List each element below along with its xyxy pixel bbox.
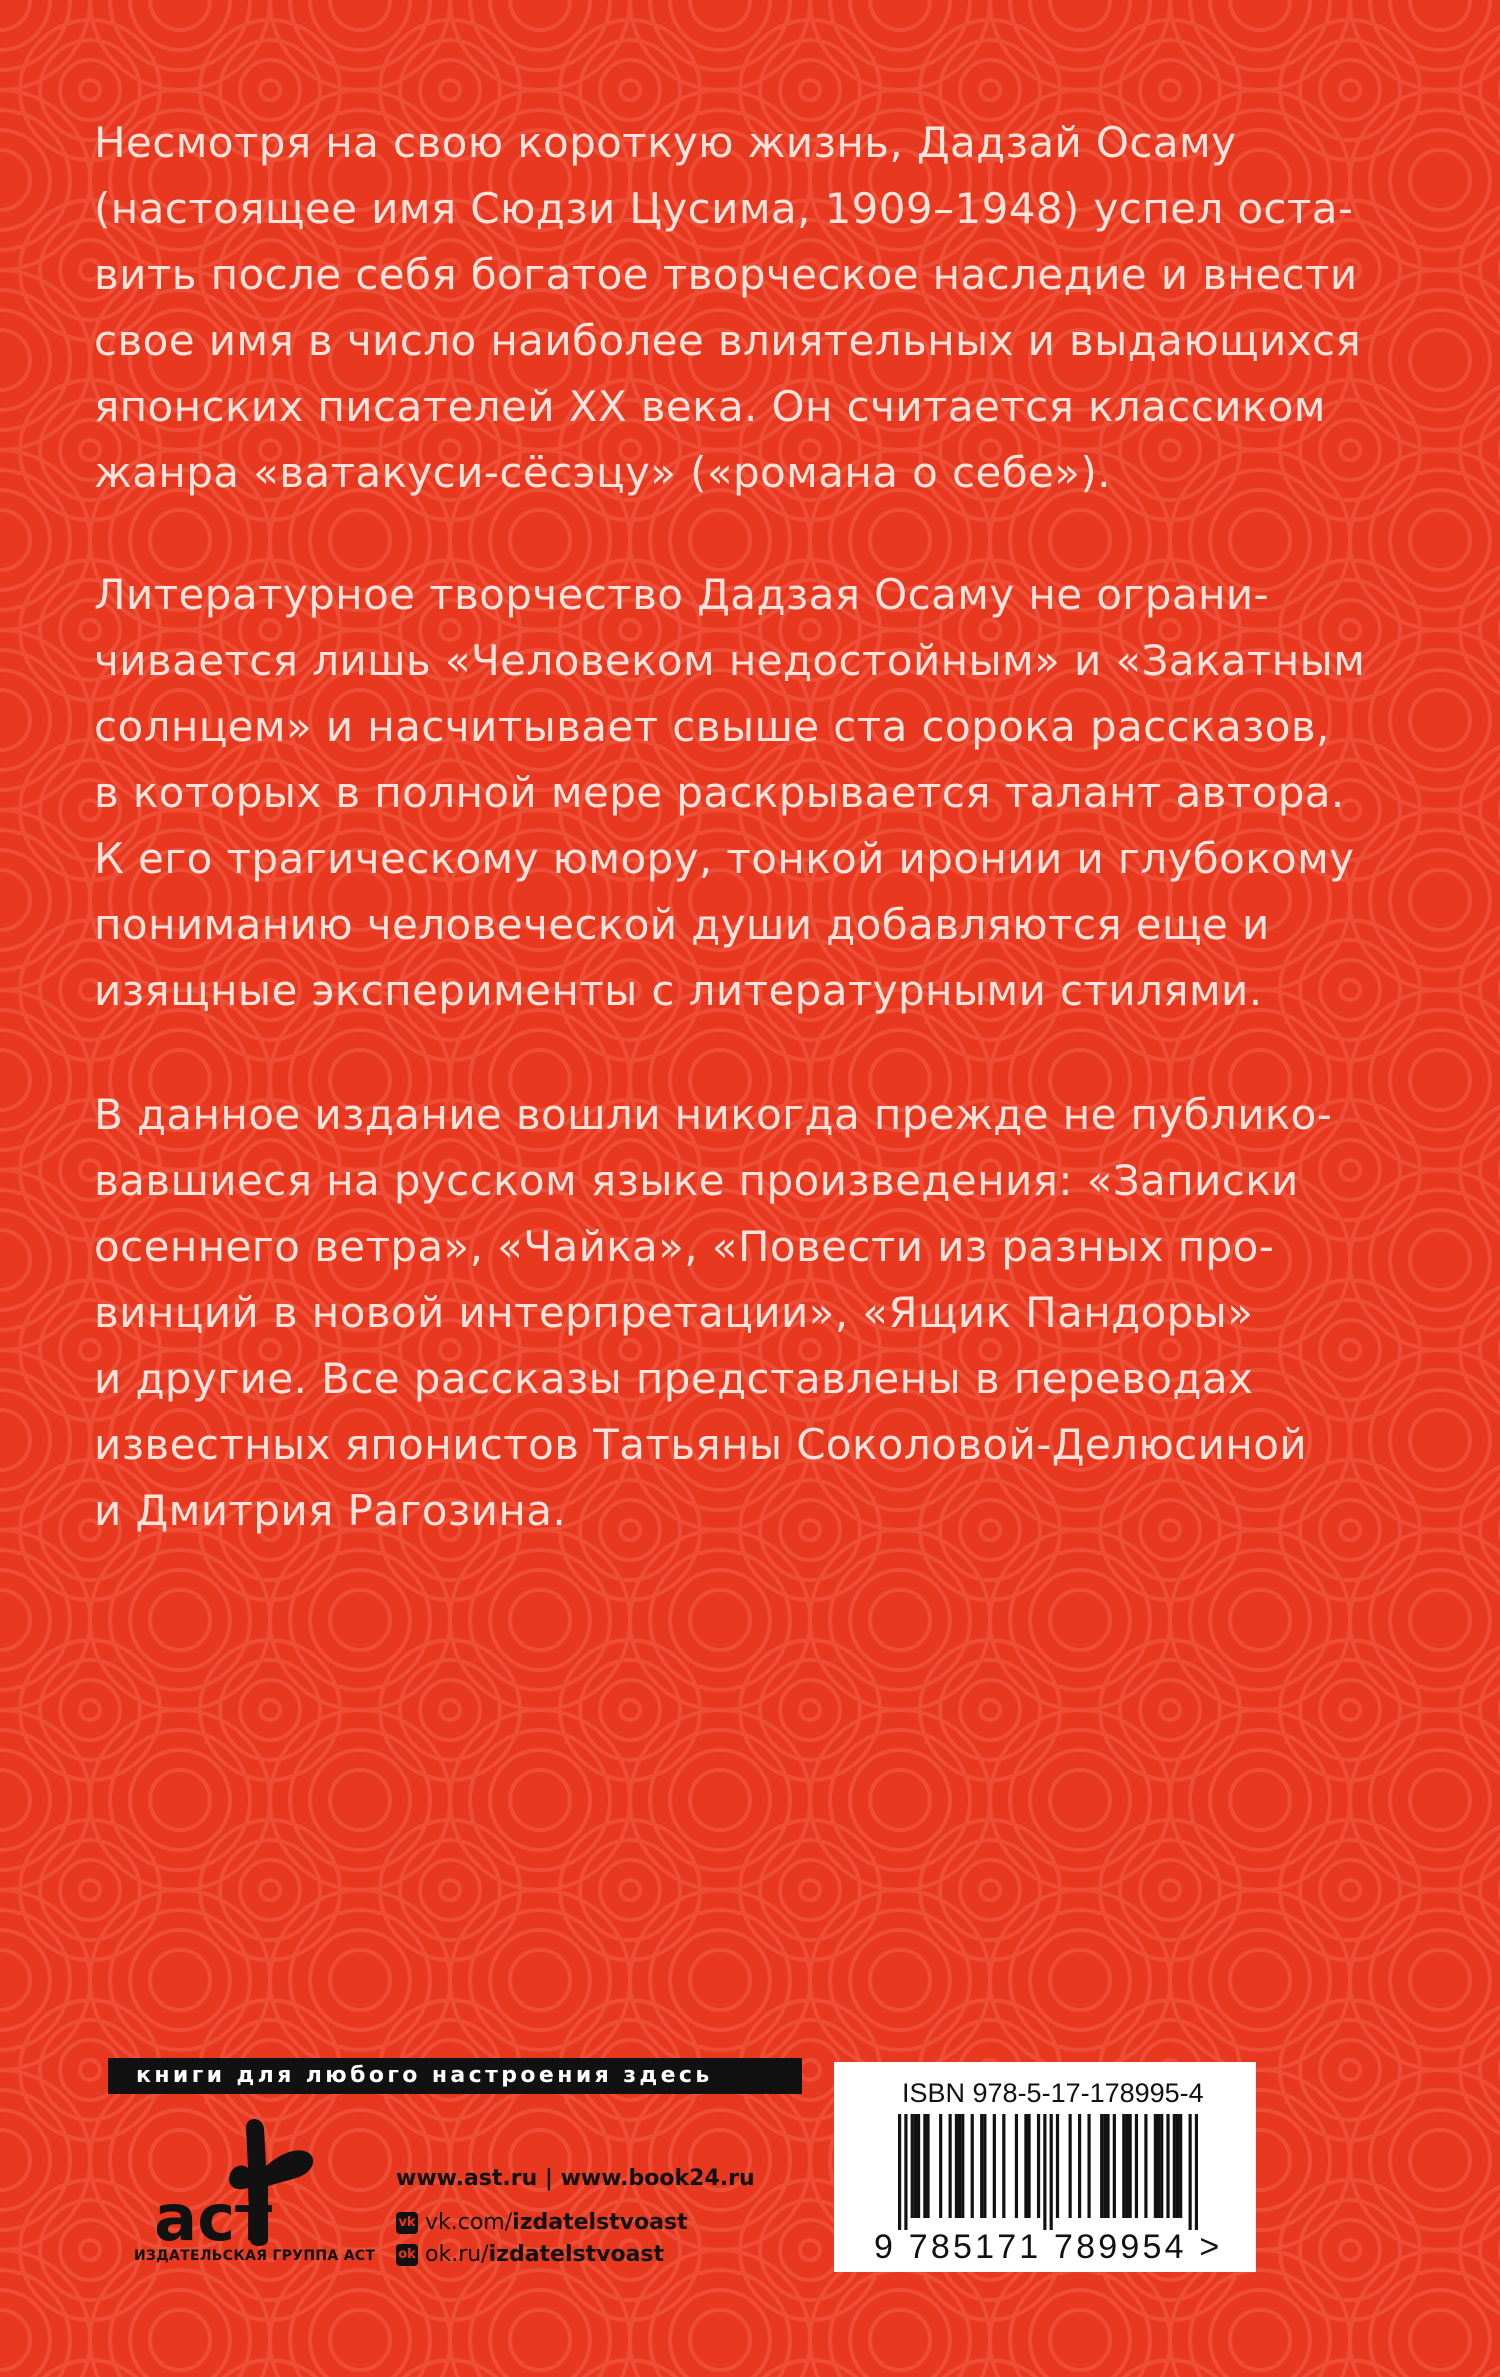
barcode-bar bbox=[1125, 2114, 1128, 2218]
ok-handle: izdatelstvoast bbox=[488, 2242, 665, 2267]
website-links[interactable]: www.ast.ru | www.book24.ru bbox=[396, 2166, 755, 2191]
barcode-bar bbox=[911, 2114, 914, 2218]
ok-link-text bbox=[425, 2242, 664, 2267]
barcode-bar bbox=[1129, 2114, 1132, 2218]
blurb-paragraph-3 bbox=[94, 1082, 1333, 1544]
barcode-bar bbox=[1015, 2114, 1018, 2218]
barcode-bar bbox=[1002, 2114, 1005, 2218]
isbn-label: ISBN 978-5-17-178995-4 bbox=[902, 2078, 1204, 2108]
barcode-bar bbox=[1087, 2114, 1090, 2218]
barcode-bar bbox=[1122, 2114, 1125, 2218]
blurb-line: Литературное творчество Дадзая Осаму не ограни- bbox=[94, 570, 1270, 619]
vk-link[interactable] bbox=[396, 2210, 688, 2235]
barcode-bar bbox=[926, 2114, 929, 2218]
blurb-line: вить после себя богатое творческое наследие и внести bbox=[94, 250, 1358, 299]
blurb-line: чивается лишь «Человеком недостойным» и «Закатным bbox=[94, 636, 1366, 685]
vk-prefix: vk.com/ bbox=[425, 2210, 513, 2235]
blurb-line: В данное издание вошли никогда прежде не публико- bbox=[94, 1090, 1333, 1139]
barcode-bar bbox=[961, 2114, 964, 2218]
barcode-bar bbox=[1103, 2114, 1106, 2218]
barcode-bar bbox=[1189, 2114, 1192, 2230]
barcode-bar bbox=[1106, 2114, 1109, 2218]
vk-icon: vk bbox=[396, 2212, 418, 2234]
barcode-bar bbox=[949, 2114, 952, 2218]
blurb-paragraph-2 bbox=[94, 562, 1366, 1024]
barcode-bar bbox=[1144, 2114, 1147, 2218]
blurb-line: и Дмитрия Рагозина. bbox=[94, 1486, 567, 1535]
ok-prefix: ok.ru/ bbox=[425, 2242, 489, 2267]
barcode-bar bbox=[904, 2114, 907, 2230]
barcode-bar bbox=[1157, 2114, 1160, 2218]
barcode-bar bbox=[898, 2114, 901, 2230]
barcode-bar bbox=[1037, 2114, 1040, 2218]
barcode-bar bbox=[1154, 2114, 1157, 2218]
barcode-bar bbox=[1078, 2114, 1081, 2218]
barcode-bar bbox=[1024, 2114, 1027, 2218]
barcode-bar bbox=[1050, 2114, 1053, 2230]
barcode-bar bbox=[955, 2114, 958, 2218]
blurb-paragraph-1 bbox=[94, 110, 1362, 506]
barcode-bar bbox=[1160, 2114, 1163, 2218]
blurb-line: известных японистов Татьяны Соколовой-Делюсиной bbox=[94, 1420, 1308, 1469]
barcode-bar bbox=[917, 2114, 920, 2218]
blurb-line: изящные эксперименты с литературными стилями. bbox=[94, 966, 1263, 1015]
vk-handle: izdatelstvoast bbox=[512, 2210, 688, 2235]
barcode-bar bbox=[939, 2114, 942, 2218]
barcode-bar bbox=[1113, 2114, 1116, 2218]
barcode-bar bbox=[958, 2114, 961, 2218]
barcode-bar bbox=[1043, 2114, 1046, 2230]
barcode-bar bbox=[914, 2114, 917, 2218]
barcode-bar bbox=[993, 2114, 996, 2218]
blurb-line: осеннего ветра», «Чайка», «Повести из разных про- bbox=[94, 1222, 1275, 1271]
barcode-bar bbox=[923, 2114, 926, 2218]
barcode-bar bbox=[1056, 2114, 1059, 2218]
barcode-bar bbox=[1027, 2114, 1030, 2218]
barcode-bar bbox=[1100, 2114, 1103, 2218]
barcode-bar bbox=[1166, 2114, 1169, 2218]
blurb-line: солнцем» и насчитывает свыше ста сорока рассказов, bbox=[94, 702, 1330, 751]
blurb-line: и другие. Все рассказы представлены в переводах bbox=[94, 1354, 1254, 1403]
barcode-bar bbox=[983, 2114, 986, 2218]
vk-link-text bbox=[425, 2210, 688, 2235]
blurb-line: пониманию человеческой души добавляются еще и bbox=[94, 900, 1270, 949]
ast-logo-icon[interactable] bbox=[150, 2108, 330, 2256]
ok-icon: ok bbox=[396, 2244, 418, 2266]
barcode-bar bbox=[1173, 2114, 1176, 2218]
barcode-bar bbox=[1135, 2114, 1138, 2218]
logo-text: аст bbox=[154, 2182, 273, 2256]
barcode-bar bbox=[971, 2114, 974, 2218]
blurb-line: винций в новой интерпретации», «Ящик Пандоры» bbox=[94, 1288, 1254, 1337]
barcode-bar bbox=[1069, 2114, 1072, 2218]
ok-link[interactable] bbox=[396, 2242, 664, 2267]
tagline-banner: книги для любого настроения здесь bbox=[108, 2058, 802, 2094]
blurb-line: (настоящее имя Сюдзи Цусима, 1909–1948) успел оста- bbox=[94, 184, 1354, 233]
blurb-line: К его трагическому юмору, тонкой иронии и глубокому bbox=[94, 834, 1355, 883]
blurb-line: в которых в полной мере раскрывается талант автора. bbox=[94, 768, 1345, 817]
barcode-panel bbox=[834, 2062, 1256, 2272]
barcode-bar bbox=[1179, 2114, 1182, 2218]
blurb-line: свое имя в число наиболее влиятельных и выдающихся bbox=[94, 316, 1362, 365]
barcode-icon bbox=[898, 2114, 1198, 2230]
publisher-name: ИЗДАТЕЛЬСКАЯ ГРУППА АСТ bbox=[134, 2248, 376, 2264]
blurb-line: вавшиеся на русском языке произведения: «Записки bbox=[94, 1156, 1299, 1205]
barcode-bar bbox=[1176, 2114, 1179, 2218]
blurb-line: Несмотря на свою короткую жизнь, Дадзай Осаму bbox=[94, 118, 1237, 167]
blurb-line: жанра «ватакуси-сёсэцу» («романа о себе»). bbox=[94, 448, 1111, 497]
barcode-bar bbox=[1195, 2114, 1198, 2230]
barcode-digits: 9 785171 789954 > bbox=[874, 2228, 1223, 2266]
barcode-bar bbox=[980, 2114, 983, 2218]
blurb-line: японских писателей XX века. Он считается классиком bbox=[94, 382, 1326, 431]
